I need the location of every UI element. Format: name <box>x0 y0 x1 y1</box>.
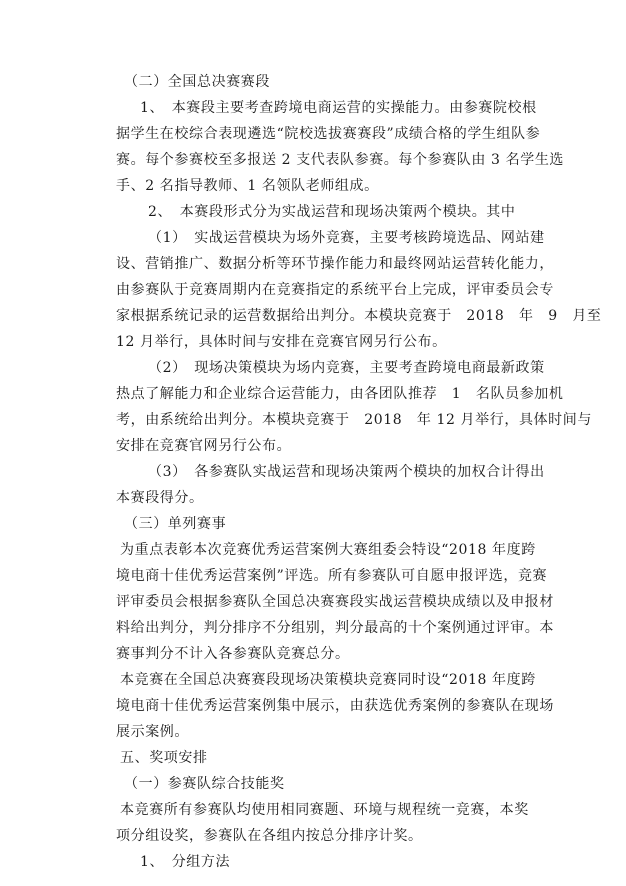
paragraph-line: 手、2 名指导教师、1 名领队老师组成。 <box>116 178 379 194</box>
paragraph-line: 评审委员会根据参赛队全国总决赛赛段实战运营模块成绩以及申报材 <box>116 594 554 610</box>
paragraph-line: 考，由系统给出判分。本模块竞赛于 2018 年 12 月举行，具体时间与 <box>116 412 592 428</box>
paragraph-line: 1、 本赛段主要考查跨境电商运营的实操能力。由参赛院校根 <box>140 100 537 116</box>
paragraph-line: 2、 本赛段形式分为实战运营和现场决策两个模块。其中 <box>148 204 516 220</box>
paragraph-line: 赛事判分不计入各参赛队竞赛总分。 <box>116 646 350 662</box>
paragraph-line: 设、营销推广、数据分析等环节操作能力和最终网站运营转化能力， <box>116 256 554 272</box>
paragraph-line: （1） 实战运营模块为场外竞赛，主要考核跨境选品、网站建 <box>148 230 545 246</box>
section-heading-single-event: （三）单列赛事 <box>124 516 227 532</box>
paragraph-line: （2） 现场决策模块为场内竞赛，主要考查跨境电商最新政策 <box>148 360 545 376</box>
paragraph-line: 据学生在校综合表现遴选“院校选拔赛赛段”成绩合格的学生组队参 <box>116 126 541 142</box>
paragraph-line: 1、 分组方法 <box>140 854 231 870</box>
paragraph-line: 家根据系统记录的运营数据给出判分。本模块竞赛于 2018 年 9 月至 <box>116 308 602 324</box>
paragraph-line: 热点了解能力和企业综合运营能力，由各团队推荐 1 名队员参加机 <box>116 386 564 402</box>
section-heading-awards: 五、奖项安排 <box>120 750 208 766</box>
paragraph-line: 本竞赛在全国总决赛赛段现场决策模块竞赛同时设“2018 年度跨 <box>120 672 536 688</box>
paragraph-line: 安排在竞赛官网另行公布。 <box>116 438 292 454</box>
paragraph-line: 由参赛队于竞赛周期内在竞赛指定的系统平台上完成，评审委员会专 <box>116 282 554 298</box>
paragraph-line: 项分组设奖，参赛队在各组内按总分排序计奖。 <box>116 828 423 844</box>
paragraph-line: 境电商十佳优秀运营案例”评选。所有参赛队可自愿申报评选，竞赛 <box>116 568 548 584</box>
section-heading-national-final: （二）全国总决赛赛段 <box>124 74 270 90</box>
paragraph-line: 本竞赛所有参赛队均使用相同赛题、环境与规程统一竞赛，本奖 <box>120 802 529 818</box>
paragraph-line: 境电商十佳优秀运营案例集中展示，由获选优秀案例的参赛队在现场 <box>116 698 554 714</box>
paragraph-line: 为重点表彰本次竞赛优秀运营案例大赛组委会特设“2018 年度跨 <box>120 542 536 558</box>
section-heading-team-award: （一）参赛队综合技能奖 <box>124 776 285 792</box>
paragraph-line: 料给出判分，判分排序不分组别，判分最高的十个案例通过评审。本 <box>116 620 554 636</box>
paragraph-line: （3） 各参赛队实战运营和现场决策两个模块的加权合计得出 <box>148 464 545 480</box>
paragraph-line: 展示案例。 <box>116 724 189 740</box>
paragraph-line: 赛。每个参赛校至多报送 2 支代表队参赛。每个参赛队由 3 名学生选 <box>116 152 565 168</box>
paragraph-line: 本赛段得分。 <box>116 490 204 506</box>
paragraph-line: 12 月举行，具体时间与安排在竞赛官网另行公布。 <box>116 334 447 350</box>
